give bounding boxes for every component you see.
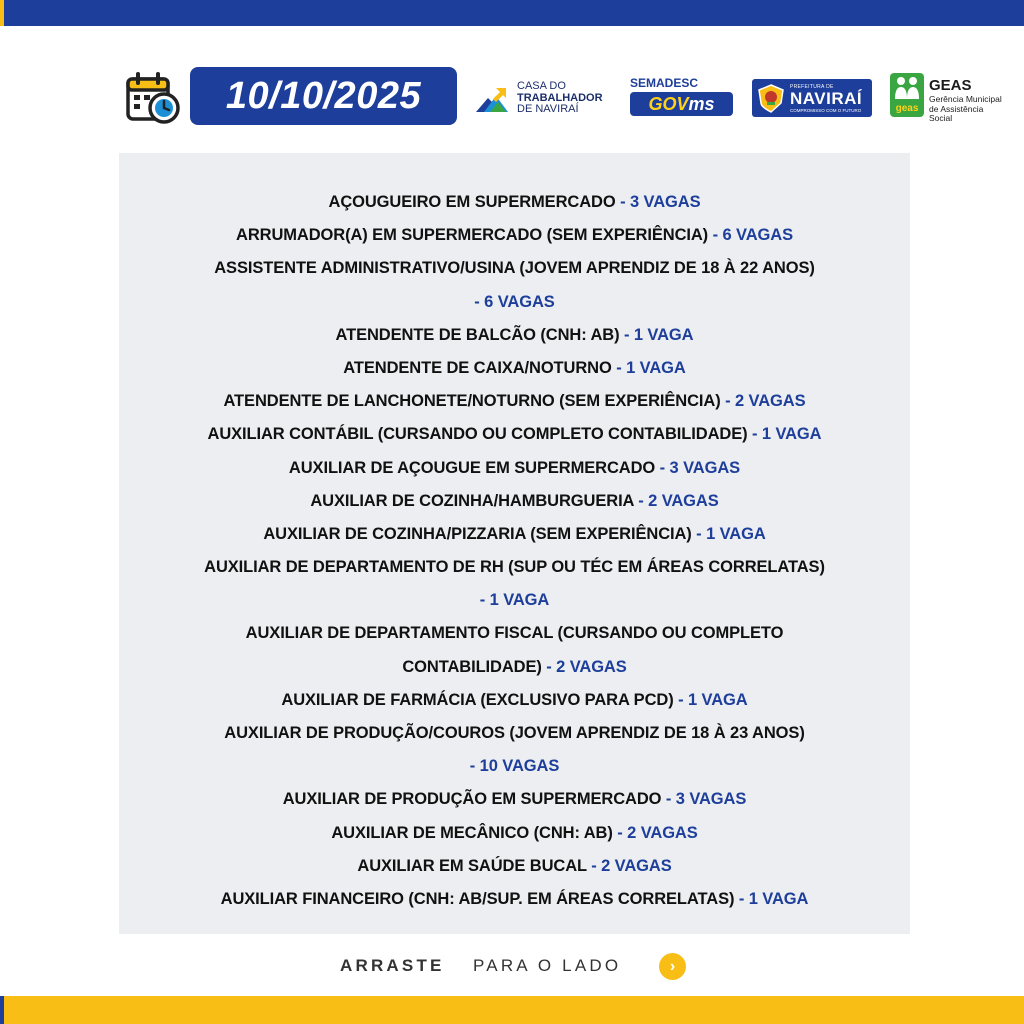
geas-mark-label: geas	[895, 103, 919, 114]
job-vacancies: - 2 VAGAS	[541, 657, 627, 676]
govms-badge	[630, 92, 733, 116]
job-line	[119, 684, 910, 717]
job-vacancies: - 2 VAGAS	[633, 491, 719, 510]
top-brand-bar	[0, 0, 1024, 26]
navirai-prefix: PREFEITURA DE	[790, 84, 834, 90]
job-title: AUXILIAR DE PRODUÇÃO EM SUPERMERCADO	[282, 790, 662, 809]
job-line	[119, 418, 910, 451]
chevron-right-icon[interactable]: ›	[659, 953, 686, 980]
job-line	[119, 783, 910, 816]
job-title: AUXILIAR DE DEPARTAMENTO DE RH (SUP OU TÉC EM ÁREAS CORRELATAS)	[204, 558, 825, 577]
job-title: AUXILIAR FINANCEIRO (CNH: AB/SUP. EM ÁREAS CORRELATAS)	[220, 889, 735, 908]
job-vacancies: - 3 VAGAS	[661, 790, 747, 809]
job-title: AUXILIAR DE COZINHA/HAMBURGUERIA	[310, 491, 634, 510]
job-vacancies: - 1 VAGA	[673, 690, 748, 709]
job-line	[119, 385, 910, 418]
job-openings-panel	[119, 153, 910, 934]
job-line	[119, 717, 910, 750]
job-title: AUXILIAR DE PRODUÇÃO/COUROS (JOVEM APRENDIZ DE 18 À 23 ANOS)	[224, 724, 805, 742]
job-vacancies: - 1 VAGA	[611, 358, 686, 377]
navirai-slogan: COMPROMISSO COM O FUTURO	[790, 108, 862, 113]
job-line	[119, 750, 910, 783]
job-vacancies: - 10 VAGAS	[469, 757, 560, 776]
job-title: AUXILIAR CONTÁBIL (CURSANDO OU COMPLETO CONTABILIDADE)	[207, 425, 748, 444]
job-title: AUXILIAR DE FARMÁCIA (EXCLUSIVO PARA PCD)	[281, 690, 674, 709]
job-line	[119, 651, 910, 684]
job-title: AUXILIAR DE AÇOUGUE EM SUPERMERCADO	[288, 458, 656, 477]
job-title: ATENDENTE DE CAIXA/NOTURNO	[343, 358, 612, 377]
job-title: AÇOUGUEIRO EM SUPERMERCADO	[328, 193, 616, 211]
govms-gov: GOV	[648, 93, 689, 114]
casa-line1: CASA DO	[517, 80, 566, 92]
job-line	[119, 584, 910, 617]
job-title: ARRUMADOR(A) EM SUPERMERCADO (SEM EXPERIÊNCIA)	[236, 226, 709, 245]
geas-logo	[890, 73, 1005, 123]
job-line	[119, 319, 910, 352]
swipe-hint-light: PARA O LADO	[473, 956, 622, 975]
semadesc-govms-logo	[630, 76, 734, 120]
job-title: ASSISTENTE ADMINISTRATIVO/USINA (JOVEM APRENDIZ DE 18 À 22 ANOS)	[214, 259, 815, 278]
job-title: ATENDENTE DE LANCHONETE/NOTURNO (SEM EXPERIÊNCIA)	[223, 392, 721, 411]
casa-line3: DE NAVIRAÍ	[517, 103, 579, 115]
prefeitura-navirai-logo	[752, 79, 872, 117]
job-vacancies: - 1 VAGA	[479, 591, 550, 610]
job-vacancies: - 1 VAGA	[747, 425, 822, 444]
bottom-bar-accent	[0, 996, 4, 1024]
bottom-brand-bar	[0, 996, 1024, 1024]
job-vacancies: - 6 VAGAS	[708, 226, 793, 245]
top-bar-accent	[0, 0, 4, 26]
geas-mark	[890, 73, 924, 117]
calendar-clock-icon	[125, 72, 181, 126]
job-line	[119, 817, 910, 850]
job-title: AUXILIAR DE COZINHA/PIZZARIA (SEM EXPERIÊNCIA)	[263, 524, 692, 543]
job-line	[119, 883, 910, 916]
people-icon	[890, 73, 924, 103]
job-title: AUXILIAR EM SAÚDE BUCAL	[357, 856, 587, 875]
casa-do-trabalhador-logo	[476, 78, 616, 118]
job-list	[119, 186, 910, 916]
job-line	[119, 551, 910, 584]
job-vacancies: - 1 VAGA	[619, 325, 694, 344]
job-line	[119, 850, 910, 883]
job-title: AUXILIAR DE MECÂNICO (CNH: AB)	[331, 823, 613, 842]
job-vacancies: - 2 VAGAS	[612, 823, 698, 842]
geas-subtitle	[929, 95, 1005, 124]
swipe-hint[interactable]	[340, 953, 700, 979]
job-line	[119, 485, 910, 518]
geas-sub-line1: Gerência Municipal	[929, 94, 1002, 104]
job-line	[119, 252, 910, 285]
job-line	[119, 286, 910, 319]
job-vacancies: - 1 VAGA	[734, 889, 809, 908]
job-vacancies: - 1 VAGA	[691, 524, 766, 543]
job-line	[119, 219, 910, 252]
job-line	[119, 518, 910, 551]
job-line	[119, 186, 910, 219]
job-title: ATENDENTE DE BALCÃO (CNH: AB)	[335, 325, 620, 344]
semadesc-title: SEMADESC	[630, 76, 699, 90]
navirai-name: NAVIRAÍ	[790, 89, 863, 108]
job-vacancies: - 3 VAGAS	[615, 193, 701, 211]
house-arrow-icon	[476, 84, 512, 114]
job-title: AUXILIAR DE DEPARTAMENTO FISCAL (CURSANDO OU COMPLETO	[245, 624, 784, 643]
govms-ms: ms	[688, 93, 715, 114]
job-vacancies: - 2 VAGAS	[720, 392, 806, 411]
swipe-hint-strong: ARRASTE	[340, 956, 445, 975]
job-line	[119, 452, 910, 485]
city-crest-icon	[756, 83, 786, 113]
casa-line2: TRABALHADOR	[517, 91, 603, 104]
date-badge: 10/10/2025	[190, 67, 457, 125]
geas-title: GEAS	[929, 77, 972, 94]
job-vacancies: - 3 VAGAS	[655, 458, 741, 477]
job-line	[119, 352, 910, 385]
job-vacancies: - 6 VAGAS	[474, 292, 555, 311]
job-vacancies: - 2 VAGAS	[586, 856, 672, 875]
job-line	[119, 617, 910, 650]
geas-sub-line2: de Assistência Social	[929, 103, 984, 123]
job-title: CONTABILIDADE)	[402, 657, 542, 676]
